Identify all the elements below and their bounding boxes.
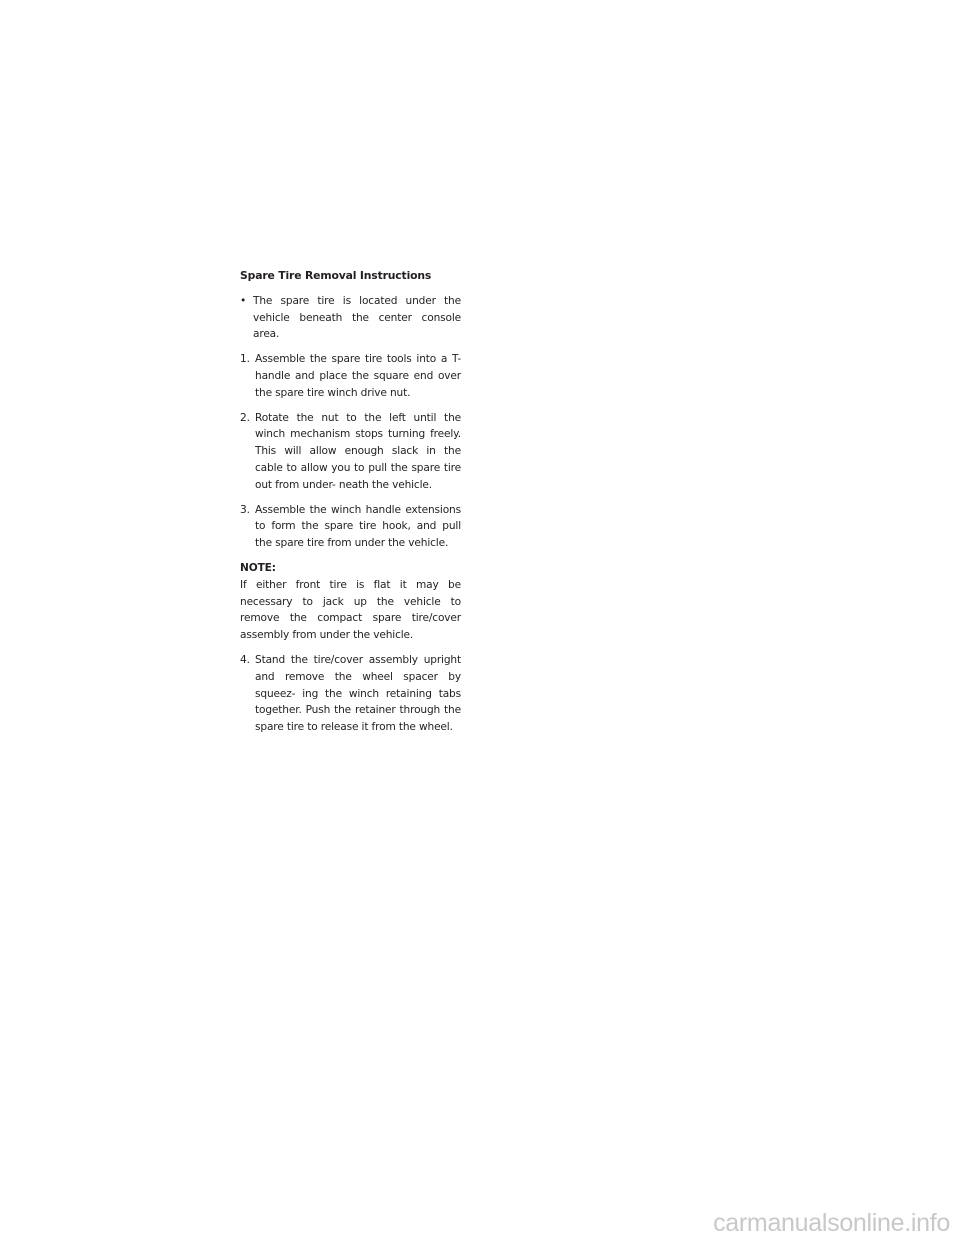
watermark-text: carmanualsonline.info	[713, 1209, 950, 1237]
step-item-1	[240, 351, 461, 401]
note-label: NOTE:	[240, 561, 276, 574]
step-text: Stand the tire/cover assembly upright and remove the wheel spacer by squeez- ing the winch retaining tabs together. Push the retainer through the spare tire to release it from the wheel.	[255, 653, 461, 734]
step-text: Assemble the spare tire tools into a T-handle and place the square end over the spare tire winch drive nut.	[255, 353, 461, 399]
step-number: 3.	[240, 503, 250, 516]
step-number: 4.	[240, 653, 250, 666]
step-item-2	[240, 410, 461, 494]
text-column	[240, 268, 461, 744]
section-heading: Spare Tire Removal Instructions	[240, 269, 432, 282]
step-number: 1.	[240, 353, 250, 366]
step-item-3	[240, 502, 461, 552]
bullet-text: The spare tire is located under the vehicle beneath the center console area.	[253, 294, 461, 341]
step-item-4	[240, 652, 461, 736]
bullet-marker: •	[240, 294, 247, 307]
step-text: Assemble the winch handle extensions to form the spare tire hook, and pull the spare tire from under the vehicle.	[255, 503, 461, 550]
note-text: If either front tire is flat it may be necessary to jack up the vehicle to remove the compact spare tire/cover assembly from under the vehicle.	[240, 578, 461, 642]
step-number: 2.	[240, 411, 250, 424]
bullet-item	[240, 293, 461, 343]
step-text: Rotate the nut to the left until the winch mechanism stops turning freely. This will allow enough slack in the cable to allow you to pull the spare tire out from under- neath the vehicle.	[255, 411, 461, 491]
